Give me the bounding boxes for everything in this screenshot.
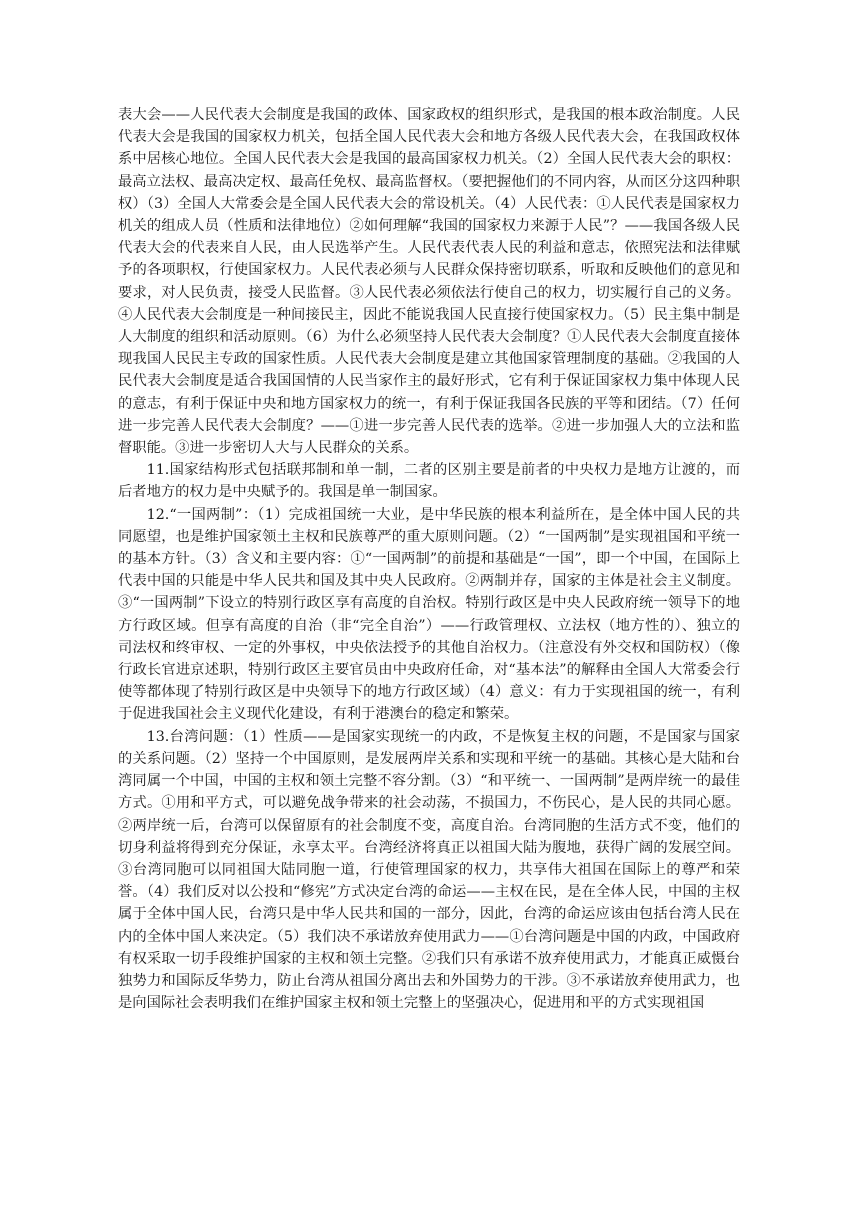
paragraph-people-congress: 表大会——人民代表大会制度是我国的政体、国家政权的组织形式，是我国的根本政治制度。人民代表大会是我国的国家权力机关，包括全国人民代表大会和地方各级人民代表大会，在我国政权体系中居核心地位。全国人民代表大会是我国的最高国家权力机关。（2）全国人民代表大会的职权：最高立法权、最高决定权、最高任免权、最高监督权。（要把握他们的不同内容，从而区分这四种职权）（3）全国人大常委会是全国人民代表大会的常设机关。（4）人民代表：①人民代表是国家权力机关的组成人员（性质和法律地位）②如何理解“我国的国家权力来源于人民”？——我国各级人民代表大会的代表来自人民，由人民选举产生。人民代表代表人民的利益和意志，依照宪法和法律赋予的各项职权，行使国家权力。人民代表必须与人民群众保持密切联系，听取和反映他们的意见和要求，对人民负责，接受人民监督。③人民代表必须依法行使自己的权力，切实履行自己的义务。④人民代表大会制度是一种间接民主，因此不能说我国人民直接行使国家权力。（5）民主集中制是人大制度的组织和活动原则。（6）为什么必须坚持人民代表大会制度？①人民代表大会制度直接体现我国人民民主专政的国家性质。人民代表大会制度是建立其他国家管理制度的基础。②我国的人民代表大会制度是适合我国国情的人民当家作主的最好形式，它有利于保证国家权力集中体现人民的意志，有利于保证中央和地方国家权力的统一，有利于保证我国各民族的平等和团结。（7）任何进一步完善人民代表大会制度？——①进一步完善人民代表的选举。②进一步加强人大的立法和监督职能。③进一步密切人大与人民群众的关系。 <box>118 107 740 457</box>
paragraph-12-one-country-two-systems: 12.“一国两制”：（1）完成祖国统一大业，是中华民族的根本利益所在，是全体中国人民的共同愿望，也是维护国家领土主权和民族尊严的重大原则问题。（2）“一国两制”是实现祖国和平统一的基本方针。（3）含义和主要内容：①“一国两制”的前提和基础是“一国”，即一个中国，在国际上代表中国的只能是中华人民共和国及其中央人民政府。②两制并存，国家的主体是社会主义制度。③“一国两制”下设立的特别行政区享有高度的自治权。特别行政区是中央人民政府统一领导下的地方行政区域。但享有高度的自治（非“完全自治”）——行政管理权、立法权（地方性的）、独立的司法权和终审权、一定的外事权，中央依法授予的其他自治权力。（注意没有外交权和国防权）（像行政长官进京述职，特别行政区主要官员由中央政府任命，对“基本法”的解释由全国人大常委会行使等都体现了特别行政区是中央领导下的地方行政区域）（4）意义：有力于实现祖国的统一，有利于促进我国社会主义现代化建设，有利于港澳台的稳定和繁荣。 <box>118 506 740 723</box>
document-body <box>118 104 740 1014</box>
paragraph-11-state-structure: 11.国家结构形式包括联邦制和单一制，二者的区别主要是前者的中央权力是地方让渡的，而后者地方的权力是中央赋予的。我国是单一制国家。 <box>118 462 740 501</box>
paragraph-13-taiwan-issue: 13.台湾问题：（1）性质——是国家实现统一的内政，不是恢复主权的问题，不是国家与国家的关系问题。（2）坚持一个中国原则，是发展两岸关系和实现和平统一的基础。其核心是大陆和台湾同属一个中国，中国的主权和领土完整不容分割。（3）“和平统一、一国两制”是两岸统一的最佳方式。①用和平方式，可以避免战争带来的社会动荡，不损国力，不伤民心，是人民的共同心愿。②两岸统一后，台湾可以保留原有的社会制度不变，高度自治。台湾同胞的生活方式不变，他们的切身利益将得到充分保证，永享太平。台湾经济将真正以祖国大陆为腹地，获得广阔的发展空间。③台湾同胞可以同祖国大陆同胞一道，行使管理国家的权力，共享伟大祖国在国际上的尊严和荣誉。（4）我们反对以公投和“修宪”方式决定台湾的命运——主权在民，是在全体人民，中国的主权属于全体中国人民，台湾只是中华人民共和国的一部分，因此，台湾的命运应该由包括台湾人民在内的全体中国人来决定。（5）我们决不承诺放弃使用武力——①台湾问题是中国的内政，中国政府有权采取一切手段维护国家的主权和领土完整。②我们只有承诺不放弃使用武力，才能真正威慑台独势力和国际反华势力，防止台湾从祖国分离出去和外国势力的干涉。③不承诺放弃使用武力，也是向国际社会表明我们在维护国家主权和领土完整上的坚强决心，促进用和平的方式实现祖国 <box>118 728 740 1012</box>
